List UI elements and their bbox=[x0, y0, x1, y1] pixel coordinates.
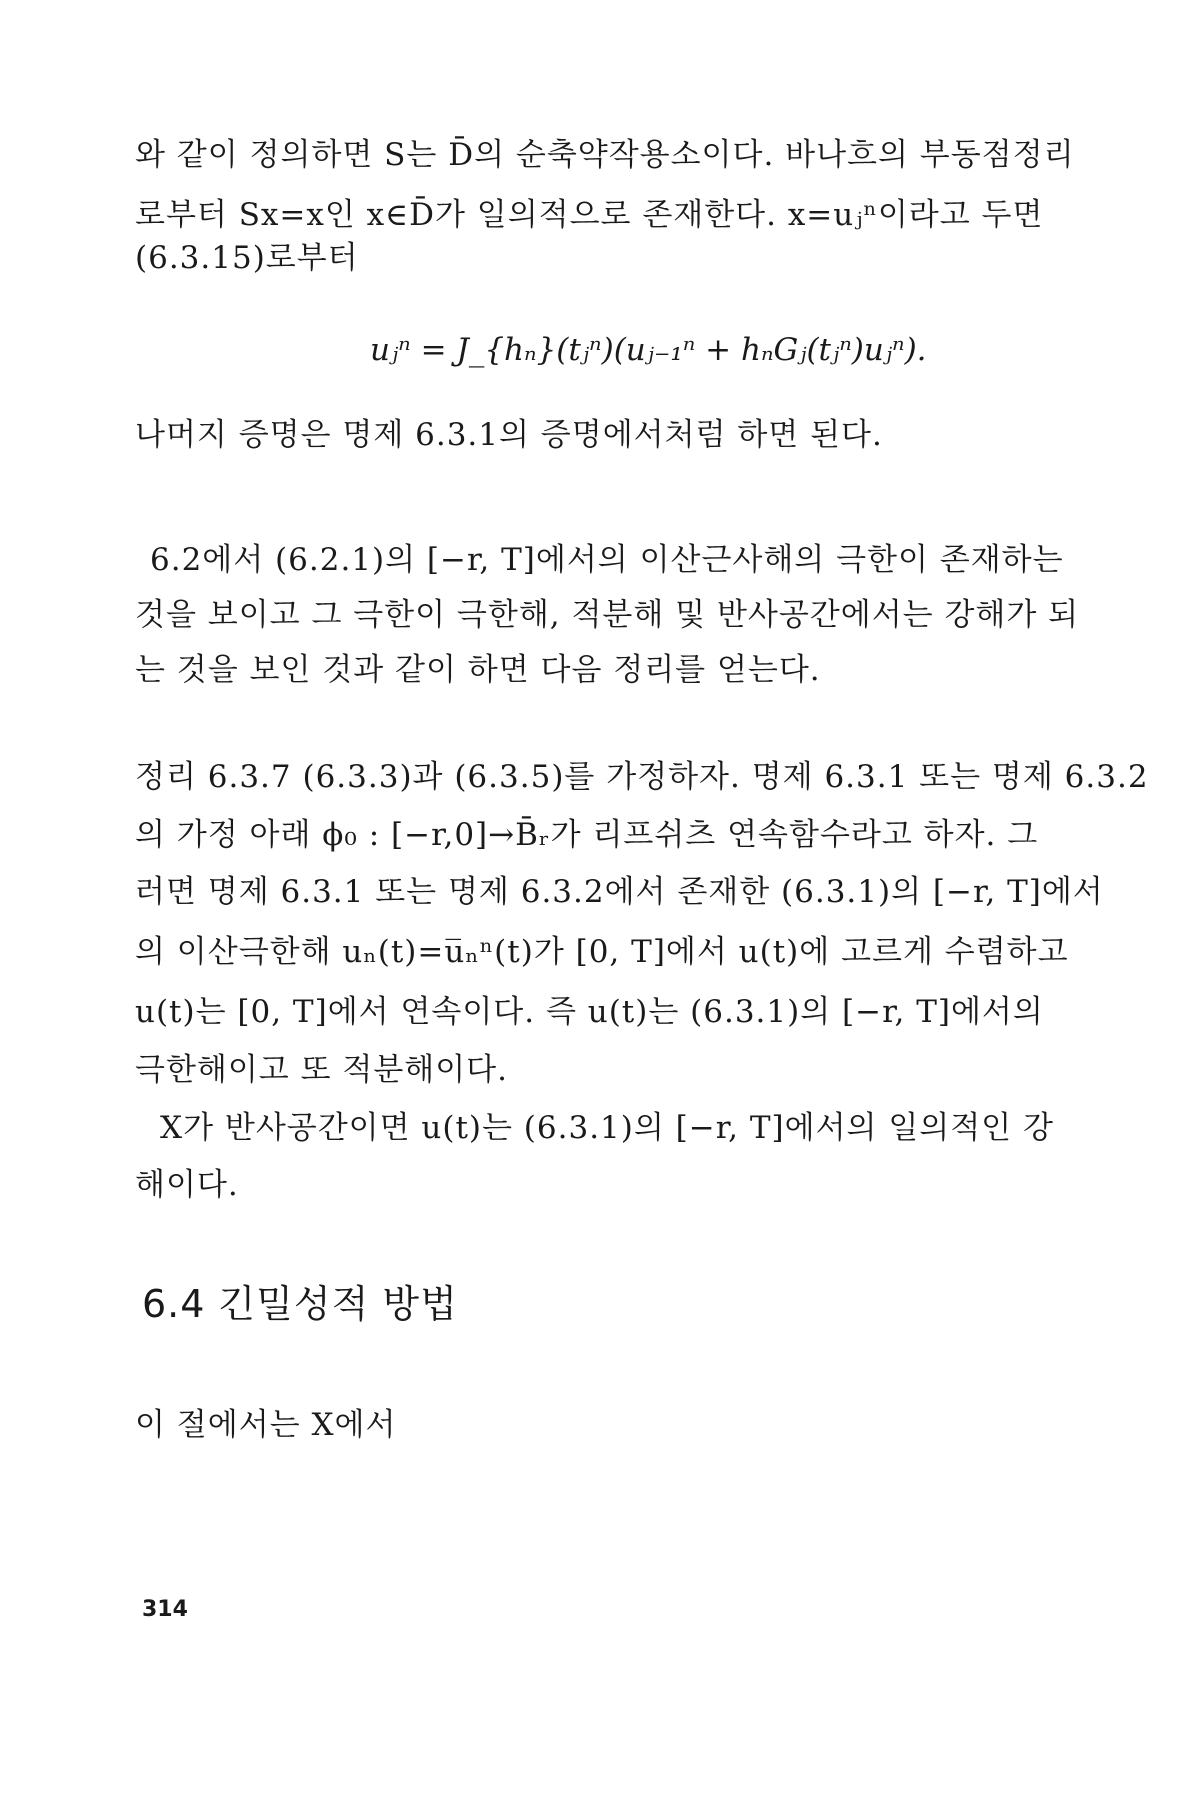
equation: uⱼⁿ = J_{hₙ}(tⱼⁿ)(uⱼ₋₁ⁿ + hₙGⱼ(tⱼⁿ)uⱼⁿ). bbox=[370, 332, 927, 368]
text-line bbox=[135, 650, 1055, 690]
text-line-content: 의 이산극한해 uₙ(t)=u̅ₙⁿ(t)가 [0, T]에서 u(t)에 고르게 수렴하고 bbox=[135, 934, 1069, 970]
section-heading: 6.4 긴밀성적 방법 bbox=[142, 1282, 458, 1326]
text-line bbox=[160, 1108, 1055, 1148]
text-line-content: X가 반사공간이면 u(t)는 (6.3.1)의 [−r, T]에서의 일의적인 강 bbox=[160, 1110, 1054, 1146]
text-line-content: 것을 보이고 그 극한이 극한해, 적분해 및 반사공간에서는 강해가 되 bbox=[135, 597, 1080, 633]
text-line bbox=[135, 1050, 1055, 1090]
text-line-content: 이 절에서는 X에서 bbox=[135, 1407, 397, 1443]
text-line bbox=[135, 872, 1104, 912]
text-line bbox=[135, 595, 1080, 635]
text-line bbox=[135, 135, 1075, 175]
text-line-content: 는 것을 보인 것과 같이 하면 다음 정리를 얻는다. bbox=[135, 652, 821, 688]
text-line-content: 해이다. bbox=[135, 1167, 239, 1203]
text-line bbox=[135, 1405, 1055, 1445]
text-line bbox=[135, 195, 1055, 235]
text-line bbox=[135, 415, 1055, 455]
text-line bbox=[135, 1165, 1055, 1205]
text-line-content: 와 같이 정의하면 S는 D̄의 순축약작용소이다. 바나흐의 부동점정리 bbox=[135, 137, 1075, 173]
text-line bbox=[135, 992, 1055, 1032]
text-line bbox=[135, 238, 1055, 278]
theorem-line bbox=[135, 757, 1149, 797]
text-line bbox=[135, 932, 1069, 972]
text-line-content: 나머지 증명은 명제 6.3.1의 증명에서처럼 하면 된다. bbox=[135, 417, 883, 453]
page-number: 314 bbox=[142, 1597, 188, 1622]
text-line-content: 정리 6.3.7 (6.3.3)과 (6.3.5)를 가정하자. 명제 6.3.1 또는 명제 6.3.2 bbox=[135, 759, 1149, 795]
text-line bbox=[135, 815, 1055, 855]
text-line-content: 극한해이고 또 적분해이다. bbox=[135, 1052, 508, 1088]
text-line-content: 6.2에서 (6.2.1)의 [−r, T]에서의 이산근사해의 극한이 존재하는 bbox=[150, 542, 1064, 578]
text-line-content: 로부터 Sx=x인 x∈D̄가 일의적으로 존재한다. x=uⱼⁿ이라고 두면 bbox=[135, 197, 1044, 233]
text-line-content: 의 가정 아래 ϕ₀ : [−r,0]→B̄ᵣ가 리프쉬츠 연속함수라고 하자. 그 bbox=[135, 817, 1039, 853]
text-line-content: (6.3.15)로부터 bbox=[135, 240, 359, 276]
text-line-content: u(t)는 [0, T]에서 연속이다. 즉 u(t)는 (6.3.1)의 [−r, T]에서의 bbox=[135, 994, 1044, 1030]
text-line-content: 러면 명제 6.3.1 또는 명제 6.3.2에서 존재한 (6.3.1)의 [−r, T]에서 bbox=[135, 874, 1104, 910]
text-line bbox=[150, 540, 1064, 580]
